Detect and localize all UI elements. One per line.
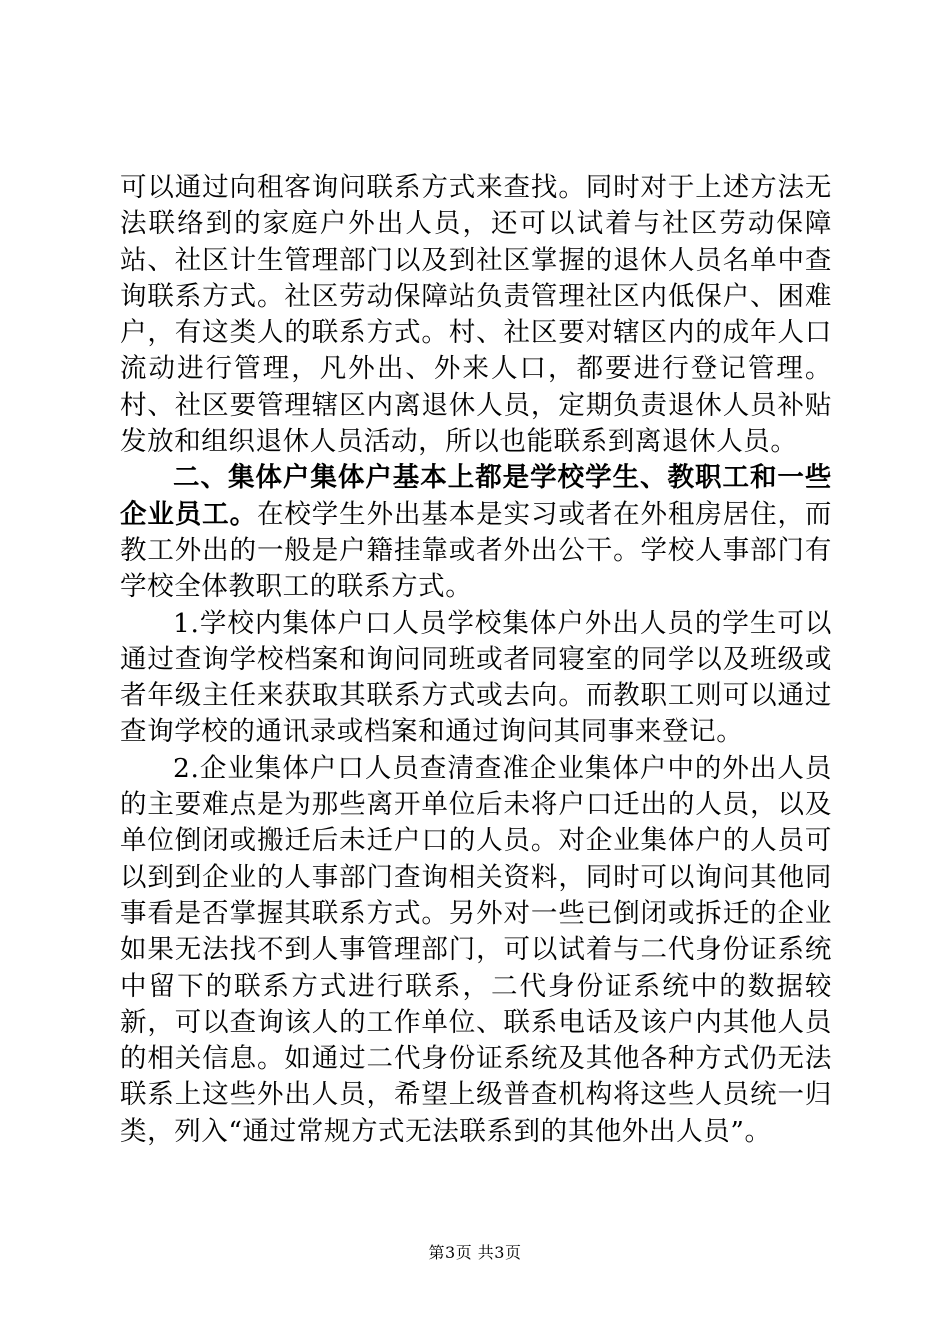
paragraph-household-contact: 可以通过向租客询问联系方式来查找。同时对于上述方法无法联络到的家庭户外出人员，还可以试着与社区劳动保障站、社区计生管理部门以及到社区掌握的退休人员名单中查询联系方式。社区劳动保障站负责管理社区内低保户、困难户，有这类人的联系方式。村、社区要对辖区内的成年人口流动进行管理，凡外出、外来人口，都要进行登记管理。村、社区要管理辖区内离退休人员，定期负责退休人员补贴发放和组织退休人员活动，所以也能联系到离退休人员。 — [120, 172, 832, 458]
section-heading-collective-household: 二、集体户集体户基本上都是学校学生、教职工和一些企业员工。 — [120, 462, 832, 530]
paragraph-enterprise-collective: 2.企业集体户口人员查清查准企业集体户中的外出人员的主要难点是为那些离开单位后未将户口迁出的人员，以及单位倒闭或搬迁后未迁户口的人员。对企业集体户的人员可以到到企业的人事部门查询相关资料，同时可以询问其他同事看是否掌握其联系方式。另外对一些已倒闭或拆迁的企业如果无法找不到人事管理部门，可以试着与二代身份证系统中留下的联系方式进行联系，二代身份证系统中的数据较新，可以查询该人的工作单位、联系电话及该户内其他人员的相关信息。如通过二代身份证系统及其他各种方式仍无法联系上这些外出人员，希望上级普查机构将这些人员统一归类，列入“通过常规方式无法联系到的其他外出人员”。 — [120, 752, 832, 1147]
document-body — [120, 170, 832, 1150]
paragraph-school-collective: 1.学校内集体户口人员学校集体户外出人员的学生可以通过查询学校档案和询问同班或者同寝室的同学以及班级或者年级主任来获取其联系方式或去向。而教职工则可以通过查询学校的通讯录或档案和通过询问其同事来登记。 — [120, 607, 832, 748]
page-number-footer: 第3页 共3页 — [428, 1243, 522, 1262]
paragraph-collective-household — [120, 460, 832, 605]
paragraph-collective-household-text: 在校学生外出基本是实习或者在外租房居住，而教工外出的一般是户籍挂靠或者外出公干。学校人事部门有学校全体教职工的联系方式。 — [120, 498, 832, 603]
